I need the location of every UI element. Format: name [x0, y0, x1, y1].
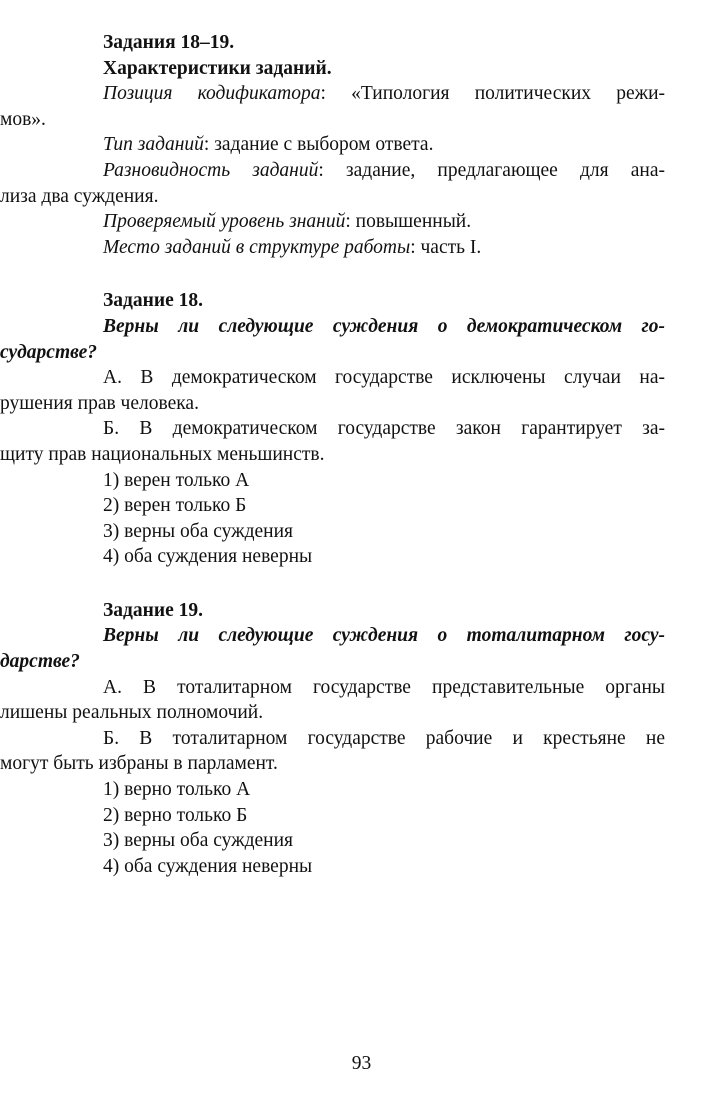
task-place-label: Место заданий в структуре работы: [103, 236, 411, 258]
task18-option-3: 3) верны оба суждения: [103, 520, 294, 542]
task18-question-line2: сударстве?: [0, 341, 97, 363]
task-variety-line1: [103, 158, 665, 184]
task19-statement-a-line1: А. В тоталитарном государстве представительные органы: [103, 676, 665, 698]
codifier-position-line1: [103, 81, 665, 107]
task19-option-3: 3) верны оба суждения: [103, 830, 294, 852]
tasks-title: Задания 18–19.: [103, 32, 235, 53]
task19-title: Задание 19.: [103, 599, 204, 621]
task18-statement-b-line1: Б. В демократическом государстве закон гарантирует за-: [103, 418, 665, 440]
task18-statement-a-line2: рушения прав человека.: [0, 392, 199, 414]
task-type-value: : задание с выбором ответа.: [203, 134, 434, 156]
task19-option-1: 1) верно только А: [103, 779, 251, 801]
characteristics-title: Характеристики заданий.: [103, 57, 332, 79]
task18-statement-a-line1: А. В демократическом государстве исключены случаи на-: [103, 367, 665, 389]
task19-question-line2: дарстве?: [0, 651, 80, 673]
codifier-position-line2: мов».: [0, 108, 46, 130]
page-content: [0, 30, 665, 879]
task-variety-line2: лиза два суждения.: [0, 185, 159, 207]
task19-option-2: 2) верно только Б: [103, 804, 248, 826]
task18-option-2: 2) верен только Б: [103, 495, 247, 517]
task-place-line: [103, 235, 665, 261]
knowledge-level-line: [103, 209, 665, 235]
task19-statement-b-line2: могут быть избраны в парламент.: [0, 753, 278, 775]
knowledge-level-label: Проверяемый уровень знаний: [103, 211, 346, 233]
task-variety-label: Разновидность заданий: [103, 159, 319, 181]
task-variety-value: : задание, предлагающее для ана-: [318, 159, 665, 181]
task18-title: Задание 18.: [103, 290, 204, 312]
task-place-value: : часть I.: [410, 236, 482, 258]
task-type-line: [103, 132, 665, 158]
knowledge-level-value: : повышенный.: [345, 211, 472, 233]
codifier-position-value: : «Типология политических режи-: [320, 83, 665, 105]
task18-option-4: 4) оба суждения неверны: [103, 546, 313, 568]
task-type-label: Тип заданий: [103, 134, 204, 156]
task18-question-line1: Верны ли следующие суждения о демократическом го-: [103, 315, 665, 337]
task19-option-4: 4) оба суждения неверны: [103, 855, 313, 877]
task19-statement-a-line2: лишены реальных полномочий.: [0, 702, 264, 724]
task18-statement-b-line2: щиту прав национальных меньшинств.: [0, 443, 325, 465]
page-number: 93: [351, 1053, 372, 1074]
task19-statement-b-line1: Б. В тоталитарном государстве рабочие и крестьяне не: [103, 727, 665, 749]
task18-option-1: 1) верен только А: [103, 469, 250, 491]
task19-question-line1: Верны ли следующие суждения о тоталитарном госу-: [103, 625, 665, 647]
codifier-position-label: Позиция кодификатора: [103, 83, 321, 105]
